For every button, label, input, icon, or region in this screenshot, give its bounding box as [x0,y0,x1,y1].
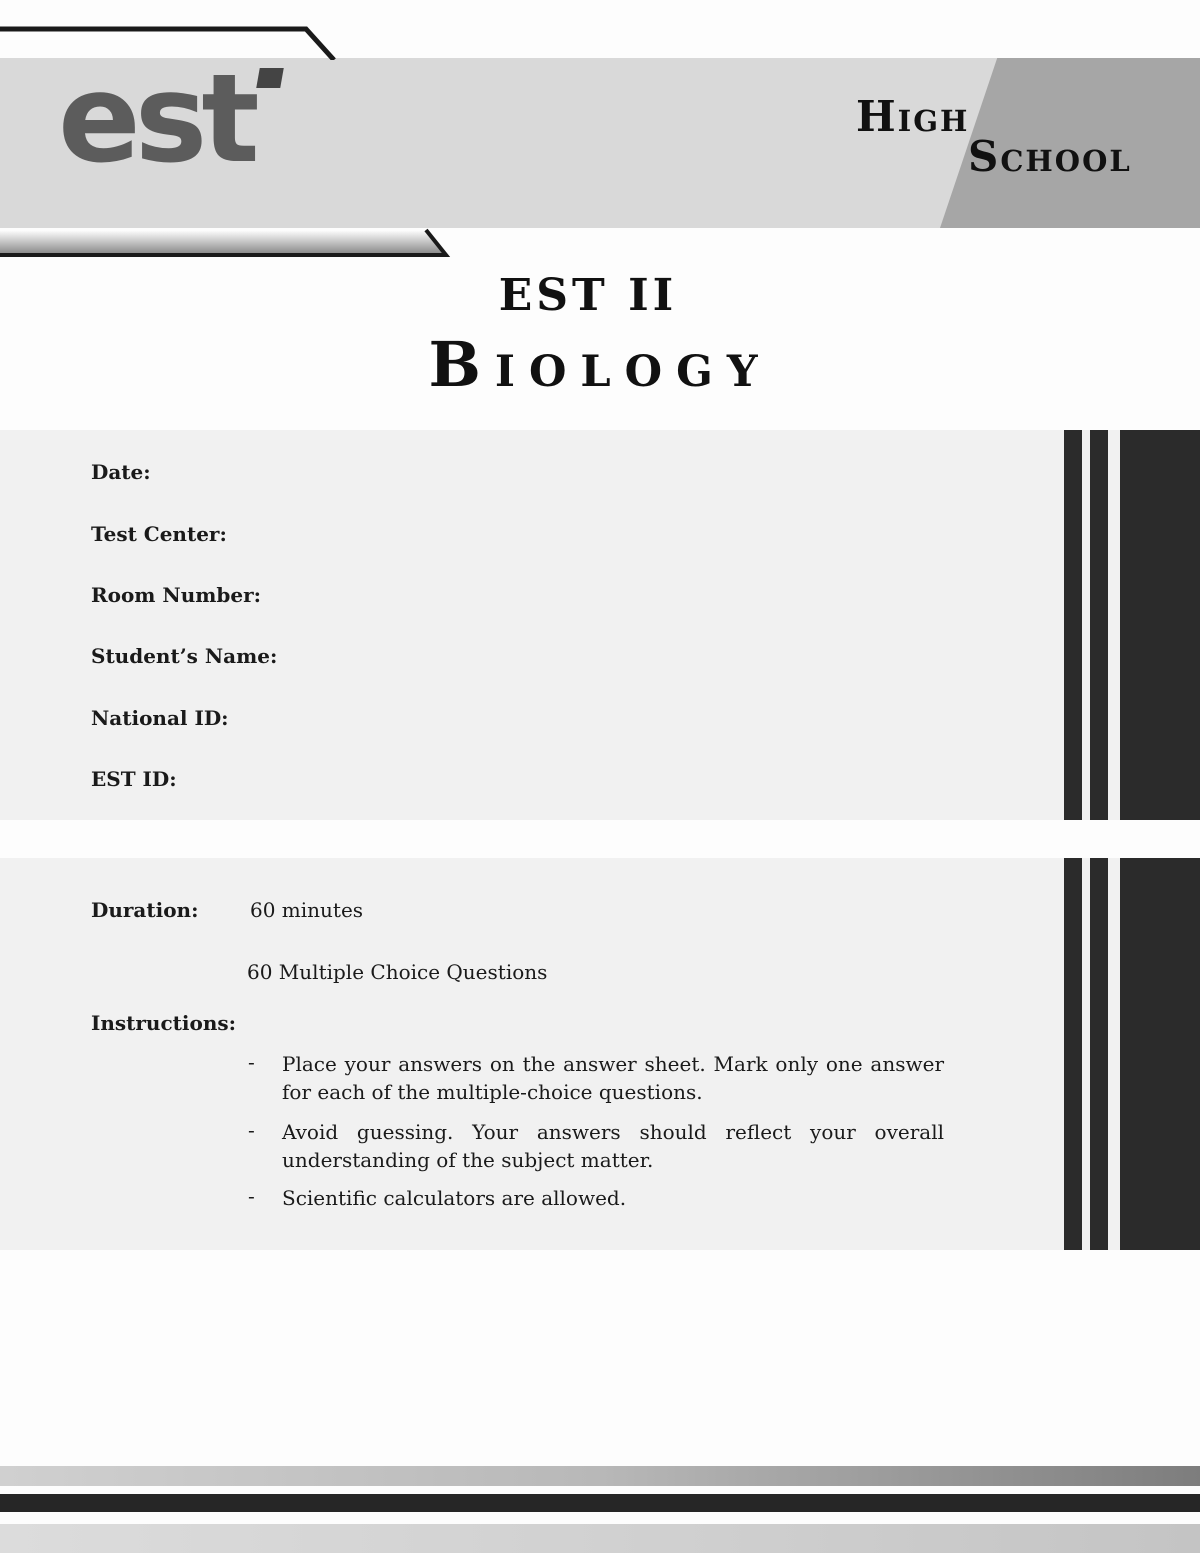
panel-stripes [1064,858,1200,1250]
instruction-text: Scientific calculators are allowed. [282,1186,627,1210]
field-test-center: Test Center: [91,522,227,546]
level-label-high: High [856,92,970,141]
field-student-name: Student’s Name: [91,644,278,668]
panel-stripes [1064,430,1200,820]
bullet: - [248,1118,255,1142]
header-frame-bottom [0,226,452,260]
subject-title: Biology [428,328,772,401]
exam-details-panel [0,858,1200,1250]
list-item [248,1118,944,1174]
field-room-number: Room Number: [91,583,262,607]
footer-bar-dark [0,1494,1200,1512]
field-date: Date: [91,460,151,484]
bullet: - [248,1050,255,1074]
instruction-text: Place your answers on the answer sheet. Mark only one answer for each of the multiple-choice questions. [282,1052,944,1104]
candidate-info-panel [0,430,1200,820]
footer-bar-light [0,1524,1200,1553]
duration-label: Duration: [91,898,199,922]
exam-title: EST II [498,270,678,321]
level-label-school: School [968,132,1132,181]
est-logo: est [58,48,254,190]
instruction-text: Avoid guessing. Your answers should reflect your overall understanding of the subject matter. [282,1120,944,1172]
question-count: 60 Multiple Choice Questions [247,960,548,984]
instructions-label: Instructions: [91,1011,237,1035]
duration-value: 60 minutes [250,898,364,922]
field-national-id: National ID: [91,706,229,730]
list-item [248,1184,944,1212]
field-est-id: EST ID: [91,767,177,791]
logo-accent-mark [256,68,284,88]
list-item [248,1050,944,1106]
footer-bar-gradient [0,1466,1200,1486]
bullet: - [248,1184,255,1208]
